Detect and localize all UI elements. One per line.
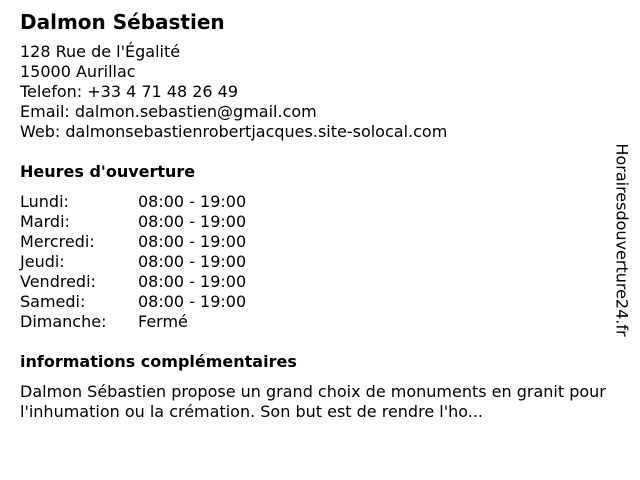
email-line: Email: dalmon.sebastien@gmail.com [20,102,317,121]
business-card [20,10,616,422]
hours-row-vendredi [20,272,616,292]
web-line: Web: dalmonsebastienrobertjacques.site-solocal.com [20,122,448,141]
business-name: Dalmon Sébastien [20,10,225,34]
day-label: Jeudi: [20,252,65,271]
day-label: Mardi: [20,212,70,231]
day-label: Dimanche: [20,312,107,331]
hours-row-mardi [20,212,616,232]
day-time: 08:00 - 19:00 [138,252,247,271]
hours-title: Heures d'ouverture [20,162,196,181]
address-city: 15000 Aurillac [20,62,136,81]
address-street: 128 Rue de l'Égalité [20,42,181,61]
day-label: Samedi: [20,292,86,311]
day-label: Mercredi: [20,232,95,251]
day-time: 08:00 - 19:00 [138,232,247,251]
hours-row-lundi [20,192,616,212]
day-time: 08:00 - 19:00 [138,272,247,291]
hours-row-dimanche [20,312,616,332]
info-description: Dalmon Sébastien propose un grand choix de monuments en granit pour l'inhumation ou la crémation. Son but est de rendre l'ho... [20,382,606,421]
day-label: Lundi: [20,192,69,211]
hours-list [20,192,616,332]
hours-row-jeudi [20,252,616,272]
brand-watermark: Horairesdouverture24.fr [612,143,632,337]
day-label: Vendredi: [20,272,96,291]
day-time: Fermé [138,312,188,331]
info-title: informations complémentaires [20,352,297,371]
day-time: 08:00 - 19:00 [138,292,247,311]
hours-row-samedi [20,292,616,312]
day-time: 08:00 - 19:00 [138,192,247,211]
phone-line: Telefon: +33 4 71 48 26 49 [20,82,239,101]
day-time: 08:00 - 19:00 [138,212,247,231]
hours-row-mercredi [20,232,616,252]
